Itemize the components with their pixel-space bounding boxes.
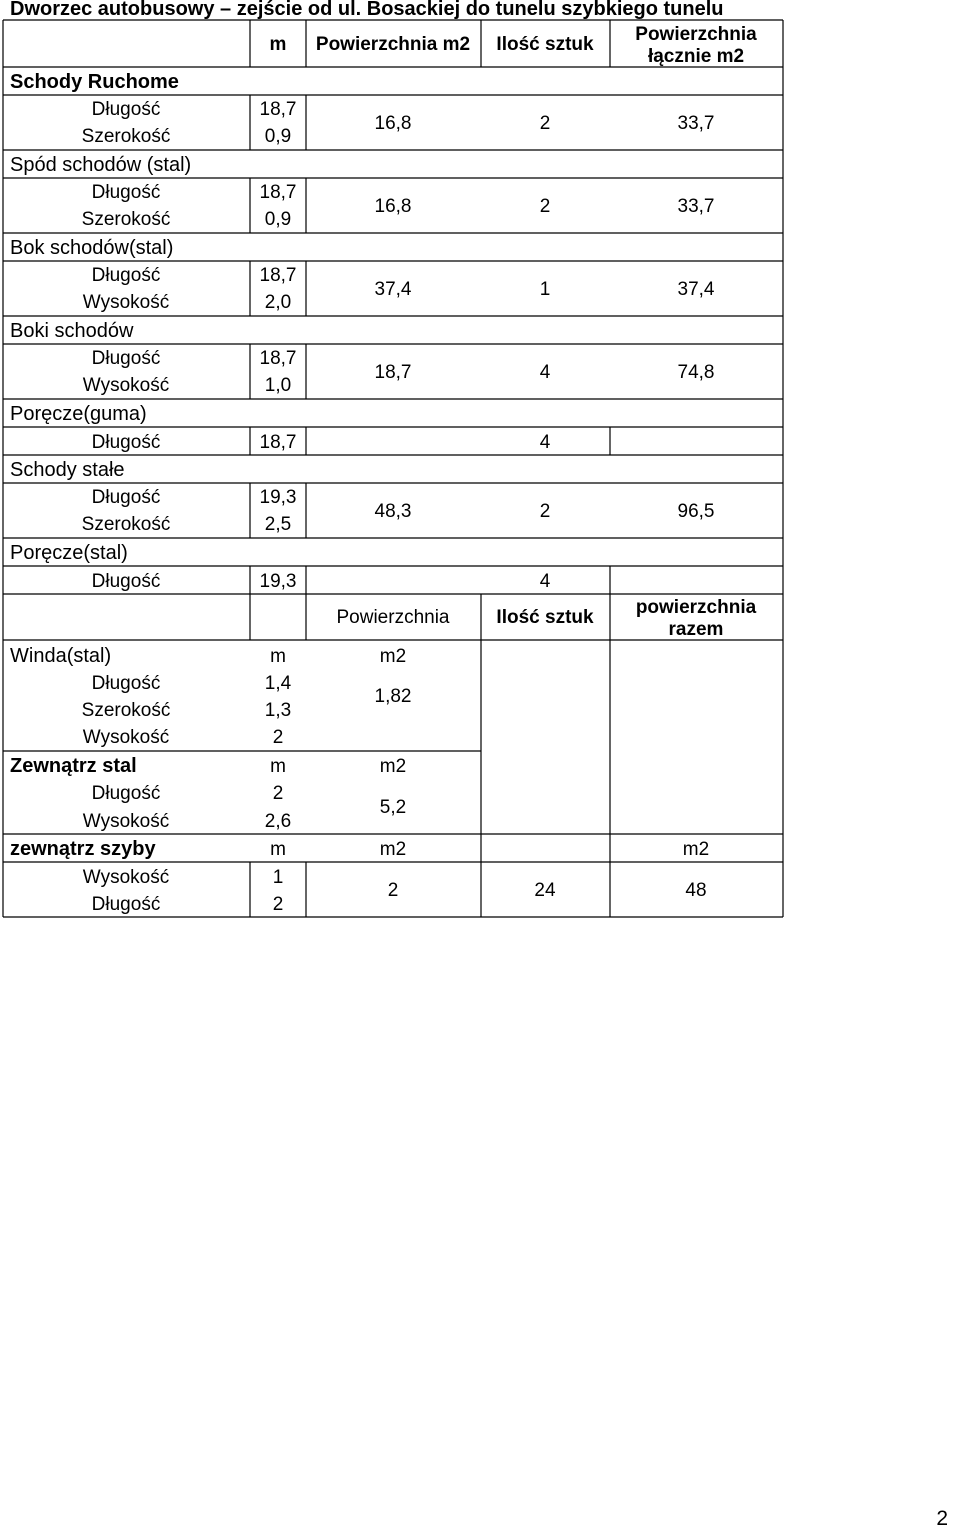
unit-m: m (270, 646, 286, 667)
dimension-value: 2 (272, 894, 284, 915)
group-name: Zewnątrz stal (10, 755, 137, 777)
dimension-value: 19,3 (259, 487, 297, 508)
group-name: Schody stałe (10, 459, 125, 481)
dimension-value: 2,0 (264, 292, 292, 313)
dimension-value: 18,7 (259, 432, 297, 453)
group-name: Poręcze(stal) (10, 542, 128, 564)
dimension-label: Długość (91, 182, 161, 203)
dimension-label: Szerokość (81, 700, 171, 721)
dimension-value: 2,6 (264, 811, 292, 832)
count-value: 24 (534, 880, 556, 901)
area-value: 48,3 (374, 501, 412, 522)
page-number: 2 (936, 1507, 948, 1530)
dimension-label: Długość (91, 894, 161, 915)
area-value: 1,82 (374, 686, 412, 707)
total-value: 74,8 (677, 362, 715, 383)
dimension-value: 19,3 (259, 571, 297, 592)
dimension-label: Długość (91, 783, 161, 804)
unit-total: m2 (682, 839, 710, 860)
dimension-label: Wysokość (82, 867, 170, 888)
dimension-value: 2 (272, 727, 284, 748)
total-value: 48 (685, 880, 707, 901)
group-name: Boki schodów (10, 320, 134, 342)
count-value: 1 (539, 279, 551, 300)
dimension-value: 2,5 (264, 514, 292, 535)
unit-m2: m2 (379, 839, 407, 860)
count-value: 2 (539, 113, 551, 134)
dimension-value: 0,9 (264, 126, 292, 147)
unit-m: m (270, 756, 286, 777)
count-value: 4 (539, 571, 551, 592)
dimension-value: 1,0 (264, 375, 292, 396)
dimension-value: 2 (272, 783, 284, 804)
dimension-value: 1 (272, 867, 284, 888)
group-name: zewnątrz szyby (10, 838, 156, 860)
header2-total-line1: powierzchnia (635, 597, 757, 618)
dimension-label: Długość (91, 265, 161, 286)
header2-total-line2: razem (668, 619, 724, 640)
dimension-label: Wysokość (82, 811, 170, 832)
area-value: 5,2 (379, 797, 407, 818)
dimension-value: 18,7 (259, 99, 297, 120)
header2-area: Powierzchnia (336, 607, 450, 628)
dimension-label: Szerokość (81, 126, 171, 147)
total-value: 33,7 (677, 113, 715, 134)
total-value: 33,7 (677, 196, 715, 217)
unit-m: m (270, 839, 286, 860)
dimension-label: Długość (91, 571, 161, 592)
unit-m2: m2 (379, 756, 407, 777)
dimension-label: Długość (91, 487, 161, 508)
header-total-line1: Powierzchnia (635, 24, 757, 45)
dimension-value: 1,3 (264, 700, 292, 721)
dimension-value: 1,4 (264, 673, 292, 694)
dimension-label: Wysokość (82, 292, 170, 313)
count-value: 4 (539, 362, 551, 383)
dimension-label: Wysokość (82, 727, 170, 748)
dimension-label: Wysokość (82, 375, 170, 396)
group-name: Schody Ruchome (10, 71, 179, 93)
document-title: Dworzec autobusowy – zejście od ul. Bosackiej do tunelu szybkiego tunelu (10, 0, 724, 20)
dimension-value: 18,7 (259, 265, 297, 286)
header2-count: Ilość sztuk (496, 607, 594, 628)
area-value: 18,7 (374, 362, 412, 383)
dimension-label: Długość (91, 348, 161, 369)
count-value: 4 (539, 432, 551, 453)
header-count: Ilość sztuk (496, 34, 594, 55)
dimension-value: 0,9 (264, 209, 292, 230)
total-value: 96,5 (677, 501, 715, 522)
unit-m2: m2 (379, 646, 407, 667)
group-name: Poręcze(guma) (10, 403, 147, 425)
area-value: 16,8 (374, 113, 412, 134)
group-name: Bok schodów(stal) (10, 237, 174, 259)
header-area: Powierzchnia m2 (315, 34, 471, 55)
dimension-value: 18,7 (259, 348, 297, 369)
dimension-value: 18,7 (259, 182, 297, 203)
group-name: Spód schodów (stal) (10, 154, 192, 176)
dimension-label: Szerokość (81, 514, 171, 535)
dimension-label: Długość (91, 432, 161, 453)
area-value: 16,8 (374, 196, 412, 217)
area-value: 37,4 (374, 279, 412, 300)
total-value: 37,4 (677, 279, 715, 300)
dimension-label: Długość (91, 673, 161, 694)
header-m: m (269, 34, 287, 55)
dimension-label: Szerokość (81, 209, 171, 230)
count-value: 2 (539, 196, 551, 217)
dimension-label: Długość (91, 99, 161, 120)
count-value: 2 (539, 501, 551, 522)
area-value: 2 (387, 880, 399, 901)
header-total-line2: łącznie m2 (647, 46, 745, 67)
group-name: Winda(stal) (10, 645, 112, 667)
